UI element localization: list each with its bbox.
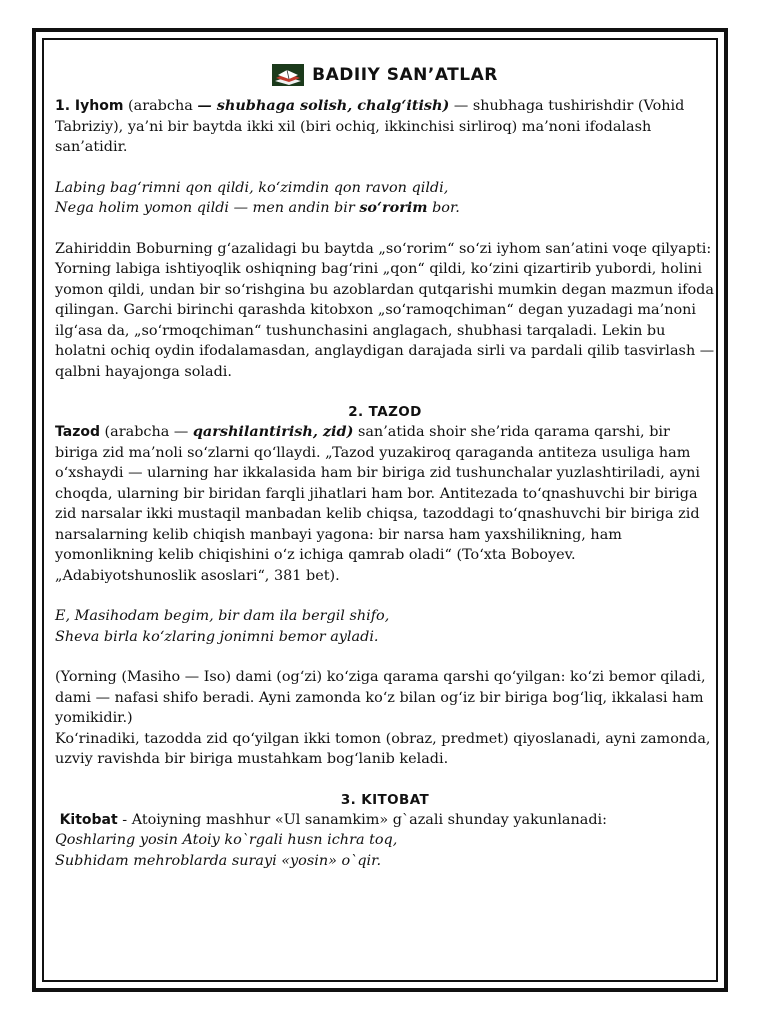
tazod-verse-line-1: E, Masihodam begim, bir dam ila bergil shifo, xyxy=(55,608,390,624)
document-title xyxy=(55,62,715,88)
iyhom-keyword: so‘rorim xyxy=(359,199,428,216)
iyhom-verse-line-1: Labing bag‘rimni qon qildi, ko‘zimdin qon ravon qildi, xyxy=(55,179,449,196)
iyhom-verse-line-2: Nega holim yomon qildi — men andin bir so‘rorim bor. xyxy=(55,199,460,216)
tazod-definition: Tazod (arabcha — qarshilantirish, zid) san’atida shoir she’rida qarama qarshi, bir biriga zid ma’noli so‘zlarni qo‘llaydi. „Tazod yuzakiroq qaraganda antiteza usuliga ham o‘xshaydi — ularning har ikkalasida ham bir biriga zid tushunchalar yuzlashtiriladi, ayni choqda, ularning bir biridan farqli jihatlari ham bor. Antitezada to‘qnashuvchi bir biriga zid narsalar ikki mustaqil manbadan kelib chiqsa, tazoddagi to‘qnashuvchi bir biriga zid narsalarning kelib chiqish manbayi yagona: bir narsa ham yaxshilikning, ham yomonlikning kelib chiqishini o‘z ichiga qamrab oladi“ (To‘xta Boboyev. „Adabiyotshunoslik asoslari“, 381 bet). xyxy=(55,423,700,584)
iyhom-meaning: — shubhaga solish, chalg‘itish) xyxy=(197,97,450,114)
kitobat-verse-line-2: Subhidam mehroblarda surayi «yosin» o`qir. xyxy=(55,852,382,869)
document-title-text: BADIIY SAN’ATLAR xyxy=(312,64,498,85)
tazod-explanation: (Yorning (Masiho — Iso) dami (og‘zi) ko‘ziga qarama qarshi qo‘yilgan: ko‘zi bemor qiladi, dami — nafasi shifo beradi. Ayni zamonda ko‘z bilan og‘iz bir biriga bog‘liq, ikkalasi ham yomikidir.) xyxy=(55,669,706,726)
tazod-conclusion: Ko‘rinadiki, tazodda zid qo‘yilgan ikki tomon (obraz, predmet) qiyoslanadi, ayni zamonda, uzviy ravishda bir biriga mustahkam bog‘lanib keladi. xyxy=(55,730,711,767)
iyhom-definition: 1. Iyhom (arabcha — shubhaga solish, chalg‘itish) — shubhaga tushirishdir (Vohid Tabriziy), ya’ni bir baytda ikki xil (biri ochiq, ikkinchisi sirliroq) ma’noni ifodalash san’atidir. xyxy=(55,97,685,155)
iyhom-term: 1. Iyhom xyxy=(55,98,124,114)
kitobat-term: Kitobat xyxy=(59,811,118,828)
iyhom-explanation: Zahiriddin Boburning g‘azalidagi bu baytda „so‘rorim“ so‘zi iyhom san’atini voqe qilyapti: Yorning labiga ishtiyoqlik oshiqning bag‘rini „qon“ qildi, ko‘zini qizartirib yubordi, holini yomon qildi, undan bir so‘rishgina bu azoblardan qutqarishi mumkin degan mazmun ifoda qilingan. Garchi birinchi qarashda kitobxon „so‘ramoqchiman“ degan yuzadagi ma’noni ilg‘asa da, „so‘rmoqchiman“ tushunchasini anglagach, shubhasi tarqaladi. Lekin bu holatni ochiq oydin ifodalamasdan, anglaydigan darajada sirli va pardali qilib tasvirlash — qalbni hayajonga soladi. xyxy=(55,240,715,380)
document-body xyxy=(55,62,715,871)
book-icon xyxy=(272,64,304,86)
tazod-term: Tazod xyxy=(55,424,100,440)
tazod-heading: 2. TAZOD xyxy=(348,404,422,420)
kitobat-heading: 3. KITOBAT xyxy=(340,791,430,808)
kitobat-verse-line-1: Qoshlaring yosin Atoiy ko`rgali husn ichra toq, xyxy=(55,832,398,848)
kitobat-definition: Kitobat - Atoiyning mashhur «Ul sanamkim» g`azali shunday yakunlanadi: xyxy=(59,811,608,828)
tazod-verse-line-2: Sheva birla ko‘zlaring jonimni bemor ayladi. xyxy=(55,628,379,645)
tazod-meaning: qarshilantirish, zid) xyxy=(192,423,354,440)
